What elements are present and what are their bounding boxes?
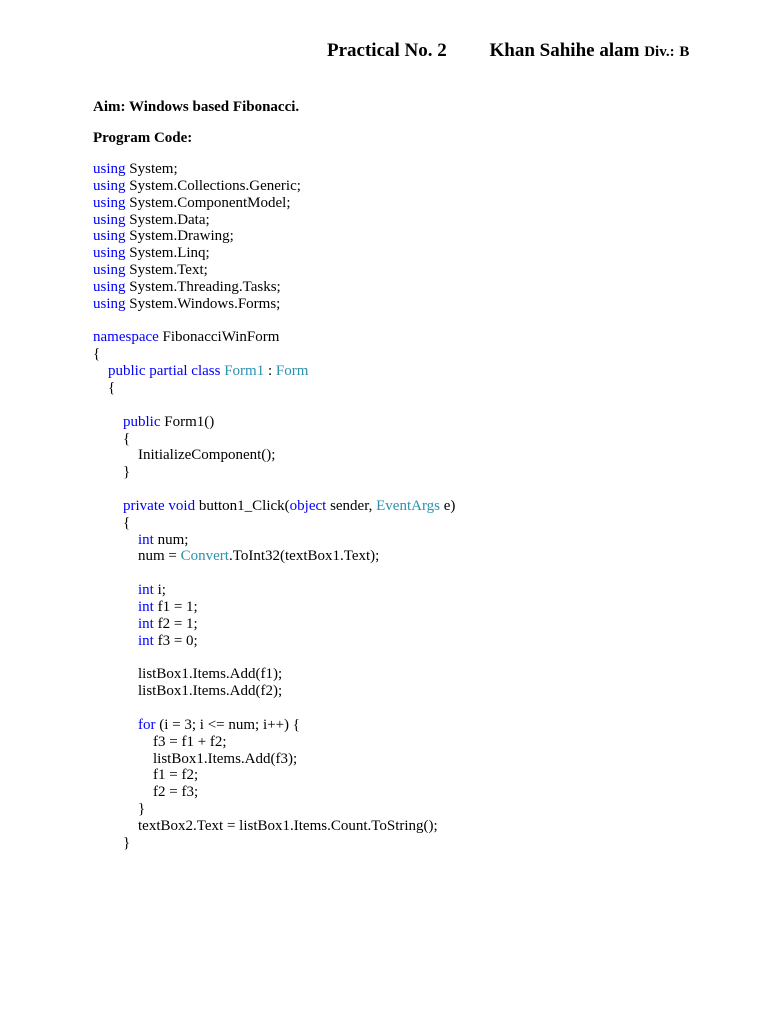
code-line (93, 414, 455, 431)
code-keyword: using (93, 295, 126, 312)
code-line (93, 784, 455, 801)
code-text: e) (440, 497, 456, 514)
code-text: f1 = f2; (93, 767, 199, 784)
code-line (93, 599, 455, 616)
code-text: { (93, 430, 131, 447)
code-text: listBox1.Items.Add(f3); (93, 750, 298, 767)
code-text: System.ComponentModel; (125, 194, 291, 211)
code-line (93, 532, 455, 549)
code-line (93, 279, 455, 296)
code-text: System.Linq; (125, 245, 210, 262)
code-line (93, 616, 455, 633)
code-line (93, 515, 455, 532)
code-text: sender, (326, 497, 377, 514)
code-line (93, 751, 455, 768)
code-text: .ToInt32(textBox1.Text); (228, 548, 380, 565)
code-text (93, 532, 138, 548)
code-line (93, 262, 455, 279)
code-type-name: Form1 (224, 363, 265, 380)
code-text: button1_Click( (195, 497, 290, 514)
code-block (93, 161, 455, 852)
program-code-heading: Program Code: (93, 130, 193, 146)
code-text: (i = 3; i <= num; i++) { (155, 716, 300, 733)
code-line (93, 329, 455, 346)
code-line (93, 683, 455, 700)
code-text (93, 582, 138, 598)
student-name: Khan Sahihe alam (489, 40, 640, 61)
code-line (93, 431, 455, 448)
code-keyword: using (93, 161, 126, 177)
code-keyword: using (93, 278, 126, 295)
division-label: Div.: (644, 44, 675, 60)
code-line (93, 734, 455, 751)
code-line (93, 195, 455, 212)
code-line (93, 346, 455, 363)
code-text: System; (125, 161, 178, 177)
code-text: System.Threading.Tasks; (125, 278, 281, 295)
code-keyword: object (289, 497, 327, 514)
code-text: InitializeComponent(); (93, 447, 276, 464)
code-text: System.Data; (125, 211, 210, 228)
code-line (93, 649, 455, 666)
code-text: Form1() (160, 413, 215, 430)
code-line (93, 447, 455, 464)
code-line (93, 548, 455, 565)
practical-number: Practical No. 2 (327, 40, 447, 61)
code-text: f3 = f1 + f2; (93, 733, 227, 750)
code-text: i; (153, 582, 166, 599)
code-text: f2 = 1; (153, 615, 198, 632)
code-text (93, 599, 138, 615)
code-line (93, 835, 455, 852)
code-text: { (93, 346, 101, 363)
code-line (93, 565, 455, 582)
code-line (93, 767, 455, 784)
code-text (93, 414, 123, 430)
code-keyword: using (93, 211, 126, 228)
code-type-name: EventArgs (376, 497, 441, 514)
code-line (93, 666, 455, 683)
code-line (93, 380, 455, 397)
code-text: listBox1.Items.Add(f1); (93, 666, 283, 683)
code-line (93, 397, 455, 414)
code-text (93, 363, 108, 379)
code-line (93, 245, 455, 262)
code-line (93, 582, 455, 599)
code-text: : (264, 363, 276, 380)
code-text: num; (153, 531, 189, 548)
code-keyword: int (138, 531, 154, 548)
code-line (93, 801, 455, 818)
code-text (93, 616, 138, 632)
code-keyword: int (138, 582, 154, 599)
code-keyword: int (138, 632, 154, 649)
code-text (93, 498, 123, 514)
code-text: } (93, 834, 131, 851)
code-line (93, 212, 455, 229)
code-keyword: namespace (93, 329, 159, 346)
code-line (93, 296, 455, 313)
code-keyword: using (93, 194, 126, 211)
code-text: System.Collections.Generic; (125, 177, 301, 194)
page-header (327, 40, 689, 62)
code-text: } (93, 464, 131, 481)
code-text: textBox2.Text = listBox1.Items.Count.ToString(); (93, 817, 438, 834)
code-keyword: int (138, 615, 154, 632)
code-text: listBox1.Items.Add(f2); (93, 683, 283, 700)
code-text: num = (93, 548, 181, 565)
code-line (93, 313, 455, 330)
code-text: f3 = 0; (153, 632, 198, 649)
code-line (93, 818, 455, 835)
code-keyword: public partial class (108, 363, 221, 380)
code-line (93, 228, 455, 245)
code-keyword: for (138, 716, 156, 733)
code-line (93, 178, 455, 195)
code-line (93, 481, 455, 498)
code-text: FibonacciWinForm (158, 329, 280, 346)
code-text (93, 717, 138, 733)
code-keyword: using (93, 177, 126, 194)
code-keyword: using (93, 262, 126, 279)
code-line (93, 717, 455, 734)
code-keyword: int (138, 598, 154, 615)
code-keyword: using (93, 245, 126, 262)
code-text: System.Windows.Forms; (125, 295, 281, 312)
code-type-name: Form (275, 363, 309, 380)
code-text (93, 633, 138, 649)
code-text: f2 = f3; (93, 784, 199, 801)
code-text: System.Text; (125, 262, 208, 279)
code-text: System.Drawing; (125, 228, 234, 245)
code-line (93, 363, 455, 380)
code-line (93, 498, 455, 515)
code-type-name: Convert (180, 548, 229, 565)
code-keyword: using (93, 228, 126, 245)
code-text: { (93, 514, 131, 531)
aim-heading: Aim: Windows based Fibonacci. (93, 99, 300, 115)
code-line (93, 161, 455, 178)
code-line (93, 700, 455, 717)
code-keyword: public (123, 413, 161, 430)
division-value: B (679, 44, 690, 60)
code-line (93, 633, 455, 650)
code-text: } (93, 801, 146, 818)
code-line (93, 464, 455, 481)
code-text: { (93, 379, 116, 396)
code-text: f1 = 1; (153, 598, 198, 615)
code-keyword: private void (123, 497, 196, 514)
